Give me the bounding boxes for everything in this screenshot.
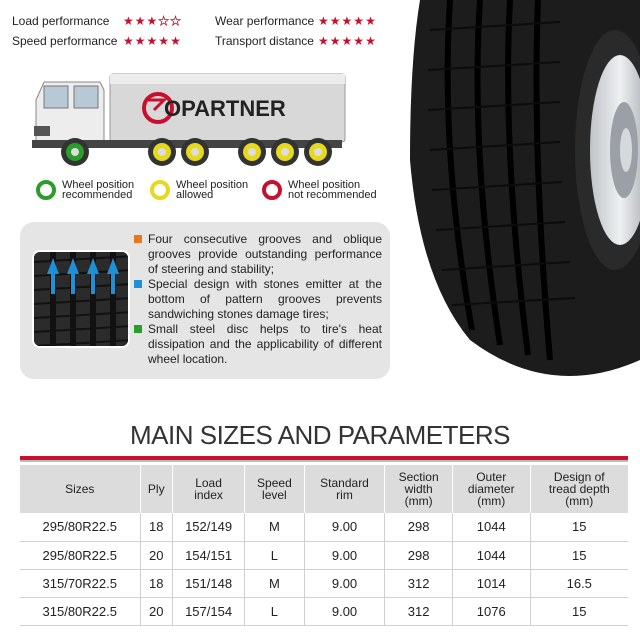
table-header-row — [20, 465, 628, 513]
wheel-trailer-2 — [271, 138, 299, 166]
square-bullet-icon — [134, 280, 142, 288]
legend-label — [176, 180, 248, 200]
table-cell: 1014 — [452, 569, 530, 597]
column-header-line: (mm) — [404, 494, 433, 508]
wheel-drive-2 — [181, 138, 209, 166]
column-header — [530, 465, 628, 513]
column-header — [385, 465, 453, 513]
star-filled-icon: ★ — [318, 14, 330, 28]
features-panel — [20, 222, 390, 379]
legend-line: Wheel position — [176, 179, 249, 191]
column-header — [245, 465, 305, 513]
column-header — [140, 465, 173, 513]
square-bullet-icon — [134, 235, 142, 243]
column-header-line: width — [404, 482, 433, 496]
star-filled-icon: ★ — [146, 34, 159, 48]
table-cell: 312 — [385, 569, 453, 597]
column-header-line: Ply — [147, 482, 165, 496]
red-ring-icon — [262, 180, 282, 200]
heading-divider-shadow — [20, 460, 628, 462]
star-filled-icon: ★ — [123, 14, 135, 28]
star-filled-icon: ★ — [353, 14, 366, 28]
table-cell: 295/80R22.5 — [20, 513, 140, 541]
table-cell: 9.00 — [304, 597, 385, 625]
legend-line: allowed — [176, 189, 214, 201]
table-row — [20, 597, 628, 625]
table-cell: 15 — [530, 541, 628, 569]
column-header-line: Outer — [476, 470, 507, 484]
table-cell: 298 — [385, 541, 453, 569]
square-bullet-icon — [134, 325, 142, 333]
wheel-drive-1 — [148, 138, 176, 166]
table-row — [20, 541, 628, 569]
legend-allowed — [150, 180, 248, 200]
star-filled-icon: ★ — [158, 34, 171, 48]
table-cell: 9.00 — [304, 513, 385, 541]
table-cell: 16.5 — [530, 569, 628, 597]
table-cell: M — [245, 569, 305, 597]
star-rating — [318, 14, 377, 28]
star-filled-icon: ★ — [170, 34, 182, 48]
tire-image — [410, 0, 640, 400]
star-filled-icon: ★ — [134, 14, 147, 28]
rating-wear — [215, 14, 377, 28]
brand-name: OPARTNER — [164, 96, 286, 121]
star-rating — [123, 34, 182, 48]
table-body — [20, 513, 628, 625]
rating-label: Wear performance — [215, 14, 315, 28]
column-header — [304, 465, 385, 513]
column-header-line: Speed — [257, 476, 292, 490]
table-cell: 151/148 — [173, 569, 245, 597]
legend-line: Wheel position — [288, 179, 361, 191]
table-cell: 295/80R22.5 — [20, 541, 140, 569]
rating-transport — [215, 34, 377, 48]
table-cell: 18 — [140, 569, 173, 597]
star-filled-icon: ★ — [318, 34, 330, 48]
table-cell: 157/154 — [173, 597, 245, 625]
feature-text: Special design with stones emitter at the bottom of pattern grooves prevents sandwiching stones damage tires; — [148, 277, 382, 321]
star-empty-icon: ★ — [158, 14, 171, 28]
legend-line: recommended — [62, 189, 133, 201]
sizes-table — [20, 465, 628, 626]
feature-list — [132, 232, 382, 367]
star-filled-icon: ★ — [365, 34, 377, 48]
column-header-line: index — [194, 488, 223, 502]
column-header-line: (mm) — [477, 494, 506, 508]
star-filled-icon: ★ — [341, 14, 354, 28]
table-cell: 20 — [140, 541, 173, 569]
table-cell: 15 — [530, 513, 628, 541]
feature-text: Four consecutive grooves and oblique grooves provide outstanding performance of steering and stability; — [148, 232, 382, 276]
feature-item — [132, 322, 382, 367]
column-header-line: rim — [336, 488, 353, 502]
star-filled-icon: ★ — [146, 14, 159, 28]
legend-not-recommended — [262, 180, 377, 200]
star-filled-icon: ★ — [329, 14, 342, 28]
table-row — [20, 569, 628, 597]
yellow-ring-icon — [150, 180, 170, 200]
wheel-steer — [61, 138, 89, 166]
star-rating — [123, 14, 182, 28]
table-cell: 9.00 — [304, 541, 385, 569]
rating-label: Speed performance — [12, 34, 118, 48]
legend-label — [288, 180, 377, 200]
column-header-line: (mm) — [565, 494, 594, 508]
legend-recommended — [36, 180, 134, 200]
column-header — [173, 465, 245, 513]
truck-illustration — [30, 70, 350, 170]
table-cell: 152/149 — [173, 513, 245, 541]
star-filled-icon: ★ — [353, 34, 366, 48]
table-cell: 1076 — [452, 597, 530, 625]
legend-line: not recommended — [288, 189, 377, 201]
feature-item — [132, 232, 382, 277]
column-header-line: Design of — [553, 470, 605, 484]
column-header-line: Load — [195, 476, 222, 490]
wheel-trailer-1 — [238, 138, 266, 166]
table-cell: 315/80R22.5 — [20, 597, 140, 625]
table-cell: 1044 — [452, 513, 530, 541]
star-filled-icon: ★ — [329, 34, 342, 48]
table-cell: 18 — [140, 513, 173, 541]
table-row — [20, 513, 628, 541]
star-empty-icon: ★ — [170, 14, 182, 28]
star-filled-icon: ★ — [123, 34, 135, 48]
table-cell: 1044 — [452, 541, 530, 569]
table-cell: 20 — [140, 597, 173, 625]
rating-label: Load performance — [12, 14, 110, 28]
column-header-line: Section — [398, 470, 439, 484]
feature-item — [132, 277, 382, 322]
star-rating — [318, 34, 377, 48]
column-header — [20, 465, 140, 513]
table-cell: 312 — [385, 597, 453, 625]
column-header-line: Standard — [320, 476, 369, 490]
column-header-line: diameter — [467, 482, 515, 496]
table-cell: 298 — [385, 513, 453, 541]
star-filled-icon: ★ — [341, 34, 354, 48]
table-cell: 154/151 — [173, 541, 245, 569]
table-cell: L — [245, 597, 305, 625]
rating-speed — [12, 34, 182, 48]
rating-label: Transport distance — [215, 34, 314, 48]
column-header — [452, 465, 530, 513]
column-header-line: tread depth — [548, 482, 610, 496]
feature-text: Small steel disc helps to tire's heat dissipation and the applicability of different wheel location. — [148, 322, 382, 366]
column-header-line: Sizes — [65, 482, 95, 496]
star-filled-icon: ★ — [134, 34, 147, 48]
rating-load — [12, 14, 182, 28]
legend-label — [62, 180, 134, 200]
table-cell: M — [245, 513, 305, 541]
table-cell: L — [245, 541, 305, 569]
table-cell: 315/70R22.5 — [20, 569, 140, 597]
star-filled-icon: ★ — [365, 14, 377, 28]
table-cell: 15 — [530, 597, 628, 625]
section-title: MAIN SIZES AND PARAMETERS — [130, 420, 510, 450]
wheel-trailer-3 — [304, 138, 332, 166]
column-header-line: level — [262, 488, 287, 502]
table-cell: 9.00 — [304, 569, 385, 597]
legend-line: Wheel position — [62, 179, 135, 191]
green-ring-icon — [36, 180, 56, 200]
tread-pattern-image — [32, 250, 130, 348]
